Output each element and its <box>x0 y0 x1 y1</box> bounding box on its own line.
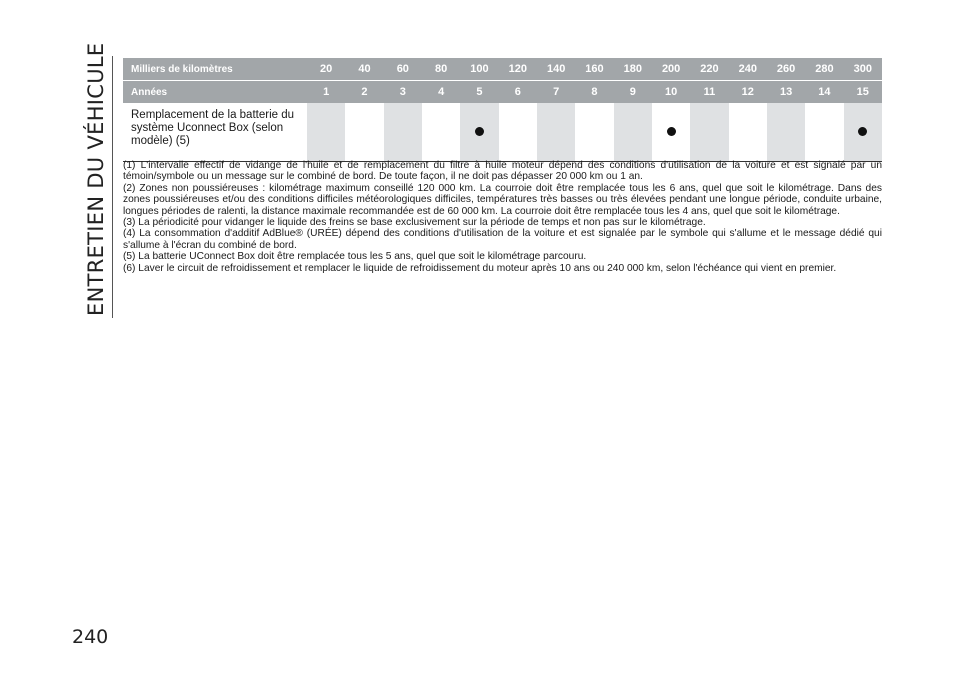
interval-cell <box>690 103 728 162</box>
km-cell: 60 <box>384 58 422 81</box>
km-cell: 200 <box>652 58 690 81</box>
footnote: (6) Laver le circuit de refroidissement et remplacer le liquide de refroidissement du moteur après 10 ans ou 240 000 km, selon l'échéance qui vient en premier. <box>123 262 837 274</box>
interval-cell <box>805 103 843 162</box>
year-cell: 2 <box>345 81 383 104</box>
footnote: (4) La consommation d'additif AdBlue® (URÉE) dépend des conditions d'utilisation de la voiture et est signalée par le symbole qui s'allume et le message dédié qui s'allume à l'écran du combiné de bord. <box>123 228 882 251</box>
page-number: 240 <box>72 626 109 648</box>
interval-cell <box>767 103 805 162</box>
footnotes <box>123 160 882 274</box>
km-cell: 20 <box>307 58 345 81</box>
interval-cell <box>575 103 613 162</box>
year-cell: 12 <box>729 81 767 104</box>
km-cell: 180 <box>614 58 652 81</box>
year-cell: 13 <box>767 81 805 104</box>
interval-cell <box>345 103 383 162</box>
footnote: (5) La batterie UConnect Box doit être remplacée tous les 5 ans, quel que soit le kilométrage parcouru. <box>123 251 587 263</box>
interval-cell <box>422 103 460 162</box>
table-row-item <box>123 103 882 162</box>
maintenance-dot-icon <box>475 127 484 136</box>
km-cell: 40 <box>345 58 383 81</box>
interval-cell <box>729 103 767 162</box>
interval-cell <box>460 103 498 162</box>
year-cell: 11 <box>690 81 728 104</box>
km-row-label: Milliers de kilomètres <box>123 58 307 81</box>
section-divider <box>112 56 113 318</box>
table-row-km <box>123 58 882 81</box>
year-cell: 6 <box>499 81 537 104</box>
km-cell: 120 <box>499 58 537 81</box>
interval-cell <box>614 103 652 162</box>
km-cell: 260 <box>767 58 805 81</box>
interval-cell <box>499 103 537 162</box>
year-cell: 3 <box>384 81 422 104</box>
footnote: (2) Zones non poussiéreuses : kilométrage maximum conseillé 120 000 km. La courroie doit être remplacée tous les 6 ans, quel que soit le kilométrage. Dans des zones poussiéreuses et/ou des conditions difficiles météorologiques difficiles, températures très basses ou très élevées pendant une longue période, conduite urbaine, longues périodes de ralenti, la distance maximale recommandée est de 60 000 km. La courroie doit être remplacée tous les 4 ans, quel que soit le kilométrage. <box>123 182 882 217</box>
interval-cell <box>844 103 882 162</box>
section-title: ENTRETIEN DU VÉHICULE <box>84 42 108 316</box>
interval-cell <box>537 103 575 162</box>
table-row-years <box>123 81 882 104</box>
km-cell: 300 <box>844 58 882 81</box>
year-cell: 10 <box>652 81 690 104</box>
maintenance-dot-icon <box>858 127 867 136</box>
km-cell: 160 <box>575 58 613 81</box>
year-cell: 9 <box>614 81 652 104</box>
year-cell: 7 <box>537 81 575 104</box>
km-cell: 240 <box>729 58 767 81</box>
maintenance-dot-icon <box>667 127 676 136</box>
km-cell: 100 <box>460 58 498 81</box>
km-cell: 280 <box>805 58 843 81</box>
year-cell: 1 <box>307 81 345 104</box>
km-cell: 140 <box>537 58 575 81</box>
year-cell: 8 <box>575 81 613 104</box>
footnote: (3) La périodicité pour vidanger le liquide des freins se base exclusivement sur la période de temps et non pas sur le kilométrage. <box>123 217 706 229</box>
year-cell: 14 <box>805 81 843 104</box>
year-cell: 5 <box>460 81 498 104</box>
interval-cell <box>652 103 690 162</box>
maintenance-schedule-table <box>123 58 882 162</box>
footnote: (1) L'intervalle effectif de vidange de l'huile et de remplacement du filtre à huile moteur dépend des conditions d'utilisation de la voiture et est signalé par un témoin/symbole ou un message sur le combiné de bord. De toute façon, il ne doit pas dépasser 20 000 km ou 1 an. <box>123 160 882 183</box>
year-cell: 15 <box>844 81 882 104</box>
years-row-label: Années <box>123 81 307 104</box>
interval-cell <box>307 103 345 162</box>
item-label: Remplacement de la batterie du système Uconnect Box (selon modèle) (5) <box>123 103 307 162</box>
km-cell: 220 <box>690 58 728 81</box>
interval-cell <box>384 103 422 162</box>
year-cell: 4 <box>422 81 460 104</box>
km-cell: 80 <box>422 58 460 81</box>
